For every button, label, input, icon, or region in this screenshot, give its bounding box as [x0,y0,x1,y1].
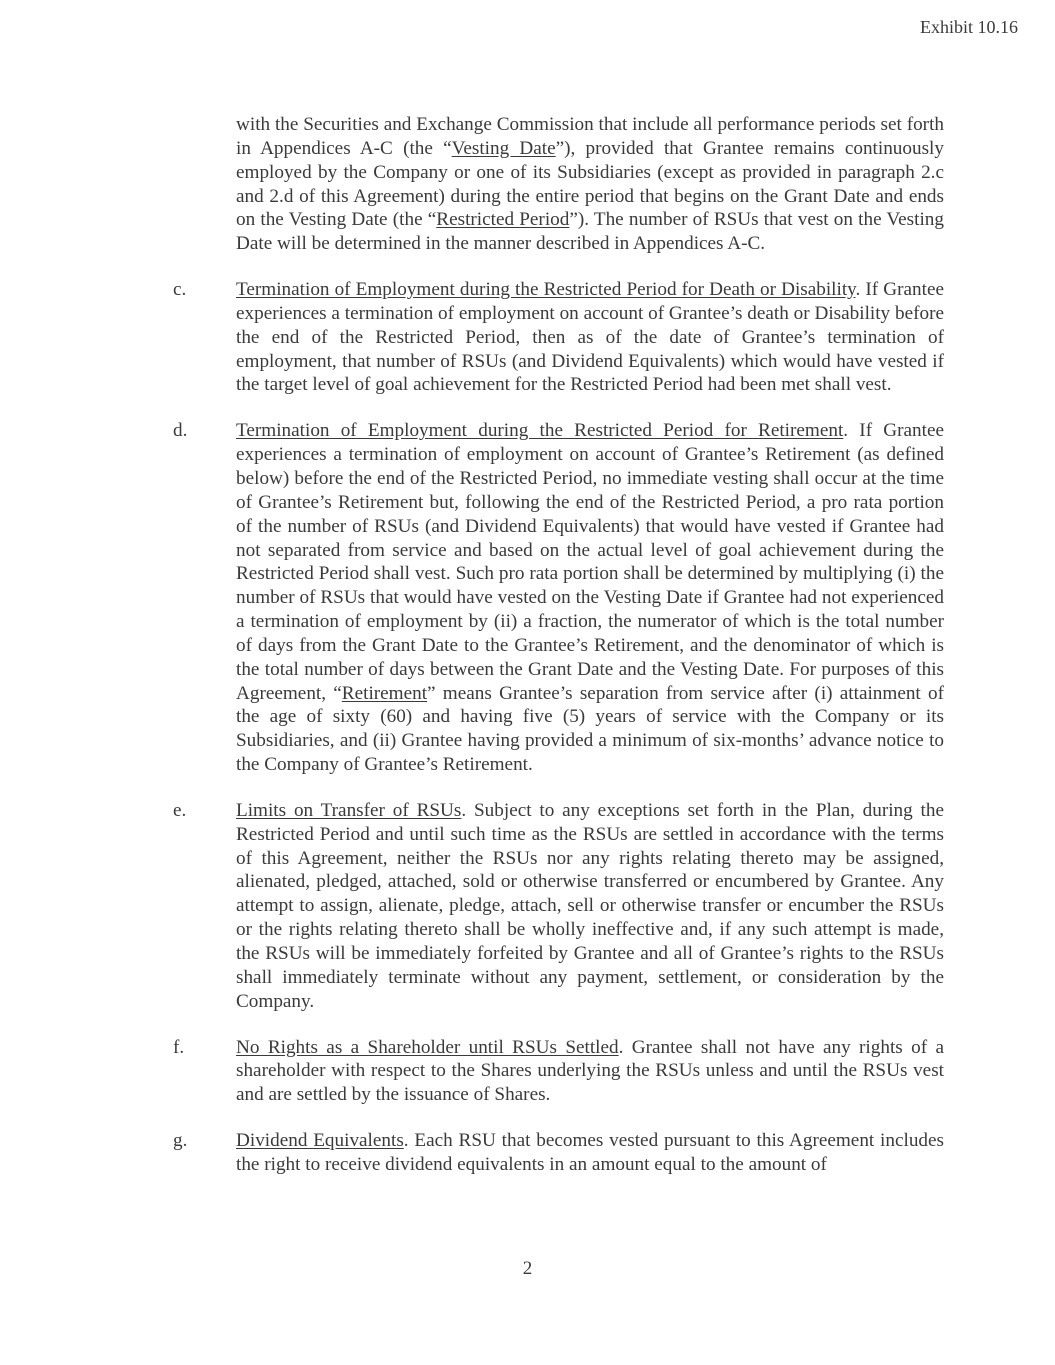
section-e [170,799,944,1014]
section-d-label: d. [173,420,188,442]
page-number: 2 [522,1258,533,1279]
section-f-body [236,1036,944,1108]
section-g-body [236,1129,944,1177]
section-d-body [236,419,944,777]
continued-paragraph [236,113,944,256]
section-e-heading: Limits on Transfer of RSUs [236,799,462,821]
section-g-text: . Each RSU that becomes vested pursuant to this Agreement includes the right to receive dividend equivalents in an amount equal to the amount of [236,1130,944,1175]
section-c-text: . If Grantee experiences a termination of employment on account of Grantee’s death or Disability before the end of the Restricted Period, then as of the date of Grantee’s termination of employment, that number of RSUs (and Dividend Equivalents) which would have vested if the target level of goal achievement for the Restricted Period had been met shall vest. [236,279,945,396]
section-d [170,419,944,777]
section-f [170,1036,944,1108]
exhibit-label: Exhibit 10.16 [920,17,1018,37]
section-d-heading: Termination of Employment during the Restricted Period for Retirement [236,420,844,442]
section-c-label: c. [173,279,187,301]
section-c-heading: Termination of Employment during the Restricted Period for Death or Disability [236,279,856,301]
section-e-text: . Subject to any exceptions set forth in the Plan, during the Restricted Period and until such time as the RSUs are settled in accordance with the terms of this Agreement, neither the RSUs nor any rights relating thereto may be assigned, alienated, pledged, attached, sold or otherwise transferred or encumbered by Grantee. Any attempt to assign, alienate, pledge, attach, sell or otherwise transfer or encumber the RSUs or the rights relating thereto shall be wholly ineffective and, if any such attempt is made, the RSUs will be immediately forfeited by Grantee and all of Grantee’s rights to the RSUs shall immediately terminate without any payment, settlement, or consideration by the Company. [236,799,944,1012]
section-g [170,1129,944,1177]
section-e-label: e. [173,799,187,821]
defined-term-restricted-period: Restricted Period [436,209,570,231]
lead-text-2: ”), provided that Grantee remains continuously employed by the Company or one of its Subsidiaries (except as provided in paragraph 2.c and 2.d of this Agreement) during the entire period that begins on the Grant Date and ends on the Vesting Date (the “ [236,137,944,231]
defined-term-retirement: Retirement [341,682,428,704]
section-f-label: f. [173,1036,185,1058]
section-d-text-2: ” means Grantee’s separation from service after (i) attainment of the age of sixty (60) and having five (5) years of service with the Company or its Subsidiaries, and (ii) Grantee having provided a minimum of six-months’ advance notice to the Company of Grantee’s Retirement. [236,682,944,776]
lead-text-1: with the Securities and Exchange Commission that include all performance periods set forth in Appendices A-C (the “ [236,114,944,159]
section-f-heading: No Rights as a Shareholder until RSUs Settled [236,1036,619,1058]
section-c [170,278,944,397]
section-e-body [236,799,944,1014]
section-g-heading: Dividend Equivalents [236,1130,404,1152]
section-f-text: . Grantee shall not have any rights of a shareholder with respect to the Shares underlying the RSUs unless and until the RSUs vest and are settled by the issuance of Shares. [236,1036,944,1106]
section-g-label: g. [173,1130,188,1152]
section-d-text-1: . If Grantee experiences a termination of employment on account of Grantee’s Retirement (as defined below) before the end of the Restricted Period, no immediate vesting shall occur at the time of Grantee’s Retirement but, following the end of the Restricted Period, a pro rata portion of the number of RSUs (and Dividend Equivalents) that would have vested if Grantee had not separated from service and based on the actual level of goal achievement during the Restricted Period shall vest. Such pro rata portion shall be determined by multiplying (i) the number of RSUs that would have vested on the Vesting Date if Grantee had not experienced a termination of employment by (ii) a fraction, the numerator of which is the total number of days from the Grant Date to the Grantee’s Retirement, and the denominator of which is the total number of days between the Grant Date and the Vesting Date. For purposes of this Agreement, “ [236,420,945,704]
section-c-body [236,278,944,397]
defined-term-vesting-date: Vesting Date [451,137,556,159]
document-body [170,113,944,1199]
lead-text-3: ”). The number of RSUs that vest on the Vesting Date will be determined in the manner described in Appendices A-C. [236,209,944,255]
